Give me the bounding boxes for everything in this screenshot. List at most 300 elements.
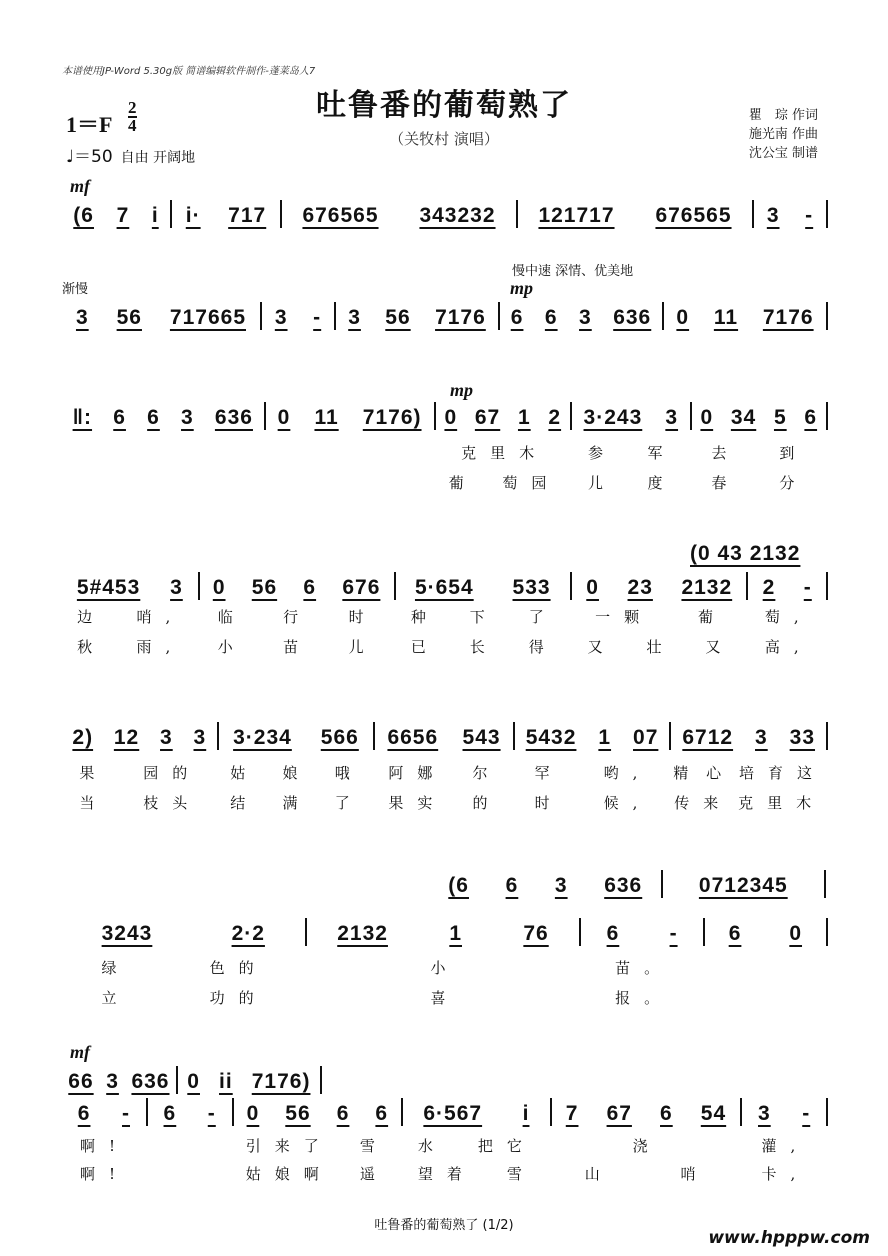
note-group: i· [185, 204, 201, 227]
barline [826, 402, 828, 430]
lyric: 萄, [764, 608, 813, 626]
note-group: 12 [113, 726, 140, 749]
lyric: 高, [764, 638, 813, 656]
upper-voice-system [430, 870, 826, 898]
note-group: 6656 [387, 726, 439, 749]
measure [705, 922, 826, 946]
lyric: 望着 [417, 1165, 476, 1183]
note-group: 6 [728, 922, 742, 945]
lyric-measure [199, 606, 395, 627]
lyric: 引来了 [245, 1137, 333, 1155]
lyric: 遥 [359, 1165, 389, 1183]
note-group: i [151, 204, 159, 227]
lyric: 果实 [388, 794, 447, 812]
measure [62, 726, 217, 750]
measure [663, 874, 824, 898]
dynamic-mf: mf [70, 176, 90, 196]
note-group: 3 [106, 1070, 119, 1093]
lyrics-line [62, 636, 828, 657]
lyric-measure [62, 472, 266, 493]
lyric: 行 [283, 608, 313, 626]
lyric-measure [515, 762, 672, 783]
lyric: 春 [711, 474, 741, 492]
staff-system [62, 200, 828, 228]
lyric-measure [62, 762, 219, 783]
key-signature: 1＝F [66, 112, 113, 137]
measure [62, 1102, 146, 1126]
lyric-measure [551, 1135, 743, 1156]
measure [262, 306, 334, 330]
lyric: 雪 [359, 1137, 389, 1155]
lyric-measure [692, 472, 828, 493]
lyric: 卡, [761, 1165, 810, 1183]
lyric-measure [62, 636, 199, 657]
lyric: 灌, [761, 1137, 810, 1155]
lyrics-line [62, 472, 828, 493]
measure [664, 306, 826, 330]
authors [749, 106, 818, 163]
singer: （关牧村 演唱） [389, 130, 499, 148]
lyric: 当 [79, 794, 109, 812]
note-group: 717 [228, 204, 267, 227]
lyric: 心 [706, 764, 736, 782]
note-group: 3·243 [583, 406, 643, 429]
note-group: 0 [187, 1070, 200, 1093]
lyric: 去 [711, 444, 741, 462]
note-group: 6·567 [423, 1102, 483, 1125]
measure [742, 1102, 826, 1126]
lyric-measure [515, 792, 672, 813]
note-group: - [802, 1102, 811, 1125]
measure [62, 576, 198, 600]
note-group: 3 [193, 726, 207, 749]
lyric-measure [692, 442, 828, 463]
note-group: 3 [579, 306, 592, 329]
note-group: 6 [606, 922, 620, 945]
measure [552, 1102, 741, 1126]
note-group: 3·234 [233, 726, 292, 749]
lyric: 种 [410, 608, 440, 626]
note-group: 636 [604, 874, 643, 897]
note-group: 636 [613, 306, 652, 329]
note-group: 76 [523, 922, 549, 945]
lyric-measure [743, 1163, 828, 1184]
lyric: 功的 [209, 989, 268, 1007]
measure [572, 406, 690, 430]
arranger: 沈公宝 制谱 [748, 146, 818, 161]
lyric: 报。 [615, 989, 674, 1007]
note-group: - [803, 576, 812, 599]
lyric: 军 [647, 444, 677, 462]
lyrics-line [62, 1163, 828, 1184]
dynamic-mp: mp [450, 380, 474, 400]
lyric: 秋 [77, 638, 107, 656]
note-group: (6 [448, 874, 469, 897]
lyric: 克里木 [461, 444, 549, 462]
lyric-measure [749, 636, 828, 657]
barline [826, 1098, 828, 1126]
note-group: 56 [385, 306, 411, 329]
lyric: 又 [705, 638, 735, 656]
note-group: 2 [762, 576, 776, 599]
note-group: 3 [755, 726, 768, 749]
time-signature [128, 100, 137, 134]
lyric: 阿娜 [388, 764, 447, 782]
lyrics-line [62, 987, 828, 1008]
lyric: 喜 [430, 989, 460, 1007]
lyric: 立 [101, 989, 131, 1007]
lyric: 时 [348, 608, 378, 626]
lyric: 候, [603, 794, 652, 812]
lyric-measure [62, 442, 266, 463]
note-group: 6 [113, 406, 126, 429]
lyric: 参 [587, 444, 617, 462]
note-group: 6 [544, 306, 558, 329]
measure [307, 922, 580, 946]
lyric-measure [436, 472, 572, 493]
note-group: 0 [586, 576, 599, 599]
lyric-measure [266, 442, 436, 463]
barline [824, 870, 826, 898]
note-group: - [122, 1102, 130, 1125]
measure [430, 874, 661, 898]
lyric-measure [573, 442, 692, 463]
note-group: 3 [554, 874, 568, 897]
measure [500, 306, 662, 330]
measure [692, 406, 826, 430]
lyric: 精 [673, 764, 703, 782]
note-group: 66 [68, 1070, 94, 1093]
lyrics-line [62, 957, 828, 978]
lyric: 罕 [534, 764, 564, 782]
note-group: 636 [131, 1070, 170, 1093]
lyric-measure [743, 1135, 828, 1156]
note-group: 3 [348, 306, 361, 329]
measure [671, 726, 826, 750]
staff-system [62, 572, 828, 600]
software-credit: 本谱使用JP-Word 5.30g版 简谱编辑软件制作-蓬莱岛人7 [62, 66, 316, 77]
tempo-mark-slowing: 渐慢 [62, 282, 89, 297]
lyric-measure [62, 957, 307, 978]
note-group: 717665 [169, 306, 246, 329]
lyric: 一颗 [595, 608, 654, 626]
note-group: 2 [548, 406, 562, 429]
lyric: 苗。 [615, 959, 674, 977]
measure [148, 1102, 232, 1126]
lyric: 儿 [348, 638, 378, 656]
note-group: 6 [147, 406, 160, 429]
measure [436, 406, 570, 430]
tempo-mark-moderate: 慢中速 深情、优美地 [512, 264, 634, 279]
note-group: 67 [606, 1102, 632, 1125]
lyric: 小 [430, 959, 460, 977]
note-group: 2132 [681, 576, 733, 599]
measure [266, 406, 434, 430]
lyric-measure [402, 1135, 551, 1156]
lyric: 分 [779, 474, 809, 492]
lyric-measure [62, 606, 199, 627]
lyrics-line [62, 1135, 828, 1156]
note-group: 23 [627, 576, 653, 599]
note-group: 533 [512, 576, 551, 599]
measure [200, 576, 394, 600]
note-group: 3 [170, 576, 183, 599]
lyric-measure [147, 1135, 232, 1156]
note-group: (6 [73, 204, 94, 227]
lyric-measure [307, 957, 583, 978]
barline [826, 572, 828, 600]
lyric: 的 [472, 794, 502, 812]
lyric-measure [436, 442, 572, 463]
note-group: 1 [449, 922, 462, 945]
note-group: 56 [285, 1102, 311, 1125]
lyric: 长 [469, 638, 499, 656]
note-group: 3243 [101, 922, 153, 945]
lyricist: 瞿 琮 作词 [748, 108, 818, 123]
note-group: 7176) [251, 1070, 311, 1093]
lyric: 尔 [472, 764, 502, 782]
note-group: 7 [565, 1102, 579, 1125]
staff-system [62, 302, 828, 330]
lyric: 哟, [603, 764, 652, 782]
measure [403, 1102, 550, 1126]
lyric-measure [583, 987, 706, 1008]
note-group: 5432 [525, 726, 577, 749]
composer: 施光南 作曲 [748, 127, 818, 142]
lyric: 小 [217, 638, 247, 656]
note-group: 5·654 [414, 576, 474, 599]
note-group: - [669, 922, 678, 945]
lyric: 了 [334, 794, 364, 812]
barline [826, 302, 828, 330]
note-group: 0 [246, 1102, 260, 1125]
note-group: 6 [375, 1102, 389, 1125]
lyrics-line [62, 762, 828, 783]
lyric: 时 [534, 794, 564, 812]
note-group: 33 [789, 726, 816, 749]
note-group: i [522, 1102, 530, 1125]
tempo-value: ♩＝50 [66, 147, 113, 167]
note-group: 543 [462, 726, 501, 749]
note-group: ‖: [72, 406, 93, 429]
note-group: - [207, 1102, 216, 1125]
note-group: 0 [277, 406, 291, 429]
note-group: 07 [633, 726, 659, 749]
note-group: 1 [517, 406, 531, 429]
note-group: 3 [75, 306, 89, 329]
lyric-measure [232, 1135, 402, 1156]
note-group: 56 [251, 576, 278, 599]
lyric: 雨, [136, 638, 185, 656]
note-group: 3 [274, 306, 288, 329]
note-group: 676565 [302, 204, 379, 227]
note-group: 11 [713, 306, 739, 329]
lyric: 园的 [143, 764, 202, 782]
lyric-measure [671, 792, 828, 813]
barline [826, 200, 828, 228]
lyric: 又 [587, 638, 617, 656]
note-group: 566 [320, 726, 359, 749]
measure [62, 306, 260, 330]
note-group: 0 [676, 306, 690, 329]
lyric: 结 [230, 794, 260, 812]
staff-system [62, 722, 828, 750]
lyric: 已 [410, 638, 440, 656]
note-group: 34 [730, 406, 757, 429]
measure [518, 204, 752, 228]
barline [826, 722, 828, 750]
lyric-measure [705, 987, 828, 1008]
note-group: 7 [116, 204, 130, 227]
lyric: 葡 [697, 608, 727, 626]
lyric-measure [266, 472, 436, 493]
barline [320, 1066, 322, 1094]
note-group: - [805, 204, 814, 227]
note-group: 6 [660, 1102, 673, 1125]
note-group: 6 [163, 1102, 177, 1125]
song-title: 吐鲁番的葡萄熟了 [316, 88, 572, 123]
lyric: 色的 [209, 959, 268, 977]
lyric-measure [62, 987, 307, 1008]
lyric-measure [232, 1163, 402, 1184]
measure [282, 204, 516, 228]
note-group: 7176) [362, 406, 422, 429]
measure [336, 306, 498, 330]
note-group: 5#453 [76, 576, 141, 599]
measure [754, 204, 826, 228]
measure [572, 576, 746, 600]
note-group: 6 [505, 874, 519, 897]
lyric-measure [199, 636, 395, 657]
measure [62, 406, 264, 430]
lyric: 满 [282, 794, 312, 812]
lyric-measure [573, 636, 750, 657]
measure [62, 922, 305, 946]
lyric: 把它 [477, 1137, 536, 1155]
lyric-measure [705, 957, 828, 978]
lyric-measure [307, 987, 583, 1008]
note-group: - [313, 306, 322, 329]
measure [172, 204, 280, 228]
lyric: 姑娘啊 [245, 1165, 333, 1183]
lyric: 下 [469, 608, 499, 626]
lyric: 克里木 [738, 794, 826, 812]
page-footer: 吐鲁番的葡萄熟了 (1/2) [374, 1218, 514, 1233]
upper-voice: (0 43 2132 [690, 542, 801, 565]
measure [234, 1102, 402, 1126]
lyric-measure [375, 762, 514, 783]
note-group: 6712 [682, 726, 734, 749]
measure [748, 576, 826, 600]
note-group: 2·2 [231, 922, 265, 945]
lyric: 度 [647, 474, 677, 492]
lyric: 哨, [136, 608, 185, 626]
lyric: 啊! [80, 1137, 130, 1155]
lyric-measure [62, 1163, 147, 1184]
note-group: 5 [773, 406, 787, 429]
measure [219, 726, 374, 750]
lyric: 萄园 [502, 474, 561, 492]
note-group: 6 [510, 306, 524, 329]
meter-top: 2 [128, 98, 137, 117]
measure [62, 1070, 176, 1094]
note-group: 0 [444, 406, 458, 429]
lyric-measure [396, 606, 573, 627]
lyric: 浇 [632, 1137, 662, 1155]
note-group: ii [219, 1070, 233, 1093]
note-group: 343232 [419, 204, 496, 227]
lyric-measure [219, 792, 376, 813]
lyric-measure [749, 606, 828, 627]
note-group: 3 [665, 406, 679, 429]
note-group: 0 [212, 576, 226, 599]
note-group: 0 [700, 406, 714, 429]
lyric: 苗 [283, 638, 313, 656]
lyric-measure [375, 792, 514, 813]
lyric: 临 [217, 608, 247, 626]
measure [178, 1070, 320, 1094]
lyric: 到 [779, 444, 809, 462]
note-group: 3 [160, 726, 173, 749]
lyric: 山 [584, 1165, 614, 1183]
barline [826, 918, 828, 946]
lyrics-line [62, 792, 828, 813]
measure [62, 204, 170, 228]
lyric: 水 [417, 1137, 447, 1155]
lyric: 枝头 [143, 794, 202, 812]
lyric-measure [62, 792, 219, 813]
note-group: 54 [700, 1102, 727, 1125]
staff-system [62, 1098, 828, 1126]
note-group: 6 [804, 406, 818, 429]
lyric: 雪 [506, 1165, 536, 1183]
lyric-measure [551, 1163, 743, 1184]
note-group: 6 [77, 1102, 91, 1125]
note-group: 11 [314, 406, 339, 429]
meter-bottom: 4 [128, 116, 137, 135]
lyric: 得 [528, 638, 558, 656]
note-group: 121717 [538, 204, 615, 227]
dynamic-mf: mf [70, 1042, 90, 1062]
staff-system [62, 918, 828, 946]
lyric-measure [573, 606, 750, 627]
lyric-measure [402, 1163, 551, 1184]
lyric: 葡 [448, 474, 478, 492]
lyric-measure [147, 1163, 232, 1184]
upper-voice-system [62, 1066, 322, 1094]
note-group: 636 [214, 406, 253, 429]
lyrics-line [62, 606, 828, 627]
lyric: 壮 [646, 638, 676, 656]
lyric-measure [219, 762, 376, 783]
lyric-measure [583, 957, 706, 978]
note-group: 676565 [655, 204, 732, 227]
note-group: 3 [758, 1102, 771, 1125]
tempo [66, 142, 195, 167]
note-group: 7176 [762, 306, 814, 329]
lyric-measure [396, 636, 573, 657]
note-group: 3 [766, 204, 780, 227]
lyric: 绿 [101, 959, 131, 977]
note-group: 2) [72, 726, 94, 749]
note-group: 7176 [435, 306, 486, 329]
lyric: 边 [77, 608, 107, 626]
tempo-text: 自由 开阔地 [120, 150, 196, 166]
lyric: 娘 [282, 764, 312, 782]
lyric-measure [573, 472, 692, 493]
lyrics-line [62, 442, 828, 463]
lyric: 传来 [674, 794, 733, 812]
